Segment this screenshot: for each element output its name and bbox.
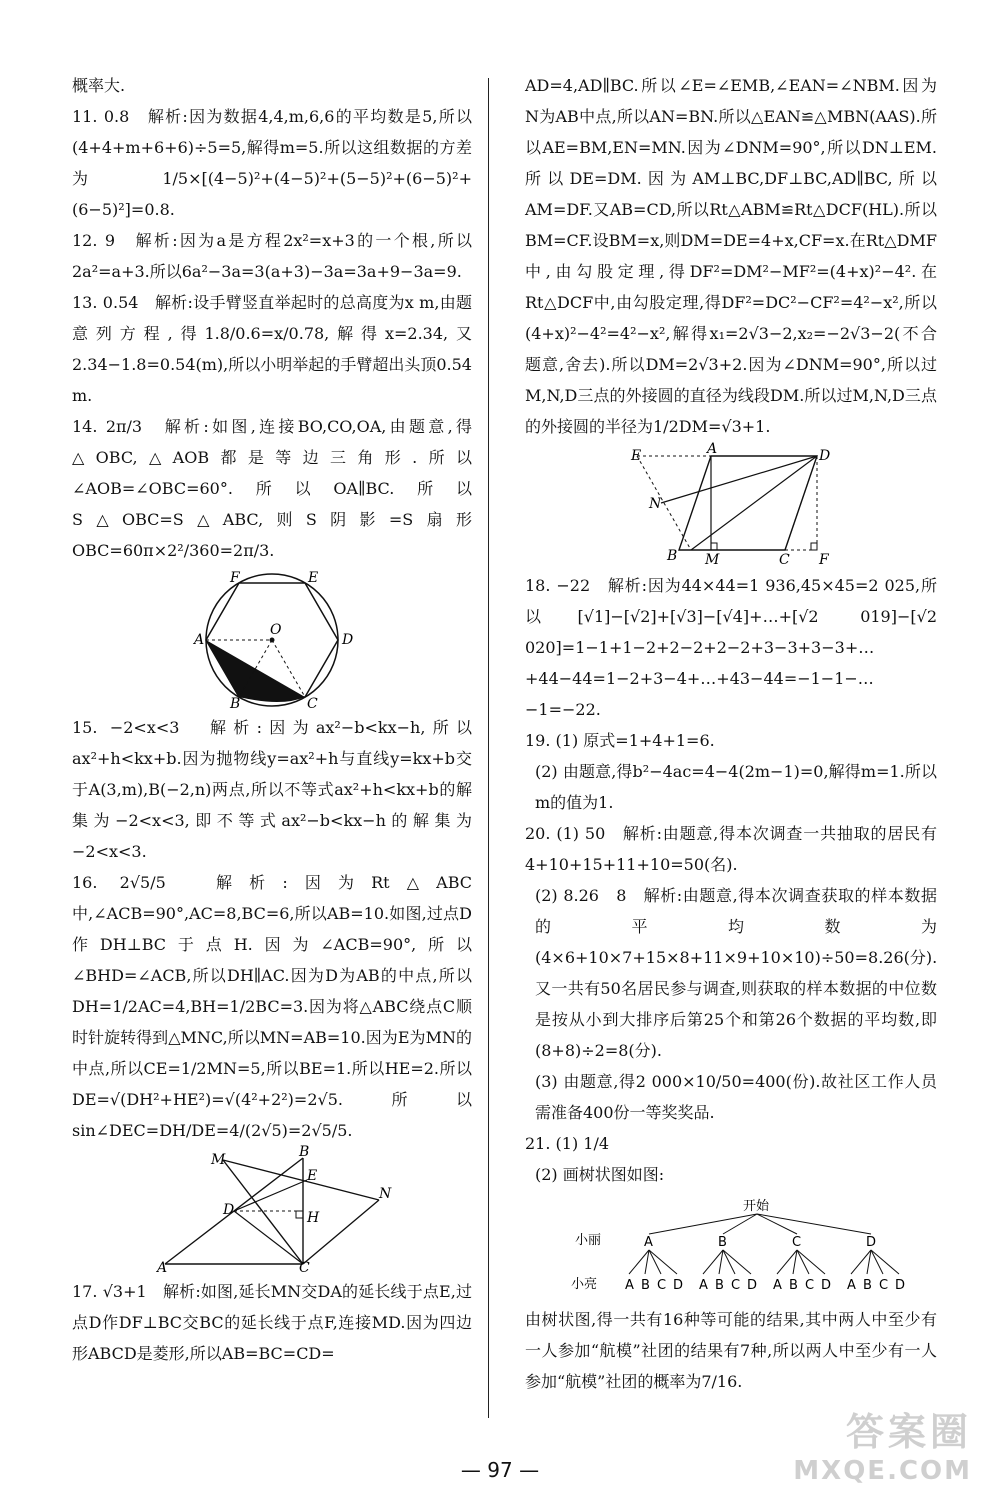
tree-branch [797,1250,825,1274]
label-N3: N [649,496,662,512]
tree-leaf-BC: C [731,1278,741,1293]
answer-17-cont: AD=4,AD∥BC.所以∠E=∠EMB,∠EAN=∠NBM.因为N为AB中点,所以AN=BN.所以△EAN≌△MBN(AAS).所以AE=BM,EN=MN.因为∠DNM=90°,所以DN⊥EM.所以DE=DM.因为AM⊥BC,DF⊥BC,AD∥BC,所以AM=DF.又AB=CD,所以Rt△ABM≌Rt△DCF(HL).所以BM=CF.设BM=x,则DM=DE=4+x,CF=x.在Rt△DMF中,由勾股定理,得DF²=DM²−MF²=(4+x)²−4².在Rt△DCF中,由勾股定理,得DF²=DC²−CF²=4²−x²,所以(4+x)²−4²=4²−x²,解得x₁=2√3−2,x₂=−2√3−2(不合题意,舍去).所以DM=2√3+2.因为∠DNM=90°,所以过M,N,D三点的外接圆的直径为线段DM.所以过M,N,D三点的外接圆的半径为1/2DM=√3+1. [525,76,937,436]
tree-leaf-CB: B [789,1278,798,1293]
tree-node-B: B [718,1235,727,1250]
label-F3: F [819,552,829,568]
label-H2: H [307,1210,320,1226]
tree-leaf-AD: D [673,1278,684,1293]
answer-15: 15. −2<x<3 解析:因为ax²−b<kx−h,所以ax²+h<kx+b.因为抛物线y=ax²+h与直线y=kx+b交于A(3,m),B(−2,n)两点,所以不等式ax²+h<kx+b的解集为−2<x<3,即不等式ax²−b<kx−h的解集为−2<x<3. [72,718,472,861]
answer-19-1: 19. (1) 原式=1+4+1=6. [525,731,715,750]
tree-leaf-CC: C [805,1278,815,1293]
answer-14: 14. 2π/3 解析:如图,连接BO,CO,OA,由题意,得△OBC,△AOB都是等边三角形.所以∠AOB=∠OBC=60°.所以OA∥BC.所以S△OBC=S△ABC,则S阴影=S扇形OBC=60π×2²/360=2π/3. [72,417,472,560]
label-B2: B [299,1144,310,1160]
tree-branch [871,1250,899,1274]
answer-18: 18. −22 解析:因为44×44=1 936,45×45=2 025,所以[√1]−[√2]+[√3]−[√4]+…+[√2 019]−[√2 020]=1−1+1−2+2−2+2−2+3−3+3−3+…+44−44=1−2+3−4+…+43−44=−1−1−…−1=−22. [525,576,937,719]
answer-17: 17. √3+1 解析:如图,延长MN交DA的延长线于点E,过点D作DF⊥BC交BC的延长线于点F,连接MD.因为四边形ABCD是菱形,所以AB=BC=CD= [72,1282,472,1363]
label-A2: A [157,1260,168,1276]
label-M3: M [705,552,720,568]
watermark-logo-text: 答案圈 [845,1410,972,1454]
answer-20-2: (2) 8.26 8 解析:由题意,得本次调查获取的样本数据的平均数为(4×6+10×7+15×8+11×9+10×10)÷50=8.26(分).又一共有50名居民参与调查,则获取的样本数据的中位数是按从小到大排序后第25个和第26个数据的平均数,即(8+8)÷2=8(分). [535,886,938,1060]
tree-leaf-AC: C [657,1278,667,1293]
tree-node-D: D [866,1235,877,1250]
label-N2: N [379,1186,392,1202]
tree-leaf-BB: B [715,1278,724,1293]
tree-leaf-DD: D [895,1278,906,1293]
label-O: O [270,622,282,638]
tree-branch [723,1250,751,1274]
tree-leaf-CA: A [773,1278,782,1293]
label-A: A [194,632,205,648]
answer-19-2: (2) 由题意,得b²−4ac=4−4(2m−1)=0,解得m=1.所以m的值为1. [535,762,937,812]
tree-leaf-AB: B [641,1278,650,1293]
tree-node-C: C [792,1235,802,1250]
answer-21-1: 21. (1) 1/4 [525,1134,610,1153]
text-p0: 概率大. [72,76,126,95]
answer-20-1: 20. (1) 50 解析:由题意,得本次调查一共抽取的居民有4+10+15+11+10=50(名). [525,824,937,874]
label-D3: D [819,448,831,464]
answer-16: 16. 2√5/5 解析:因为Rt△ABC中,∠ACB=90°,AC=8,BC=6,所以AB=10.如图,过点D作DH⊥BC于点H.因为∠ACB=90°,所以∠BHD=∠ACB,所以DH∥AC.因为D为AB的中点,所以DH=1/2AC=4,BH=1/2BC=3.因为将△ABC绕点C顺时针旋转得到△MNC,所以MN=AB=10.因为E为MN的中点,所以CE=1/2MN=5,所以BE=1.所以HE=2.所以DE=√(DH²+HE²)=√(4²+2²)=2√5.所以sin∠DEC=DH/DE=4/(2√5)=2√5/5. [72,873,472,1140]
tree-leaf-BA: A [699,1278,708,1293]
page-number: — 97 — [460,1458,540,1482]
tree-leaf-DA: A [847,1278,856,1293]
left-column [72,70,472,1369]
label-M: M [211,1152,226,1168]
tree-nodes [625,1235,905,1293]
label-A3: A [707,441,718,457]
answer-21-2: (2) 画树状图如图: [535,1165,665,1184]
tree-branch [797,1250,809,1274]
tree-leaf-BD: D [747,1278,758,1293]
figure-17-rhombus [631,441,831,568]
tree-leaf-DB: B [863,1278,872,1293]
label-E: E [308,570,319,586]
tree-diagram [561,1196,906,1300]
tree-leaf-DC: C [879,1278,889,1293]
label-B: B [230,696,241,712]
label-D: D [342,632,354,648]
label-E2: E [307,1168,318,1184]
answer-20-3: (3) 由题意,得2 000×10/50=400(份).故社区工作人员需准备400份一等奖奖品. [535,1072,937,1122]
tree-row1-label: 小丽 [575,1233,602,1248]
tree-branch [649,1250,661,1274]
tree-row2-label: 小亮 [571,1277,598,1292]
answer-13: 13. 0.54 解析:设手臂竖直举起时的总高度为x m,由题意列方程,得1.8/0.6=x/0.78,解得x=2.34,又2.34−1.8=0.54(m),所以小明举起的手臂超出头顶0.54 m. [72,293,472,405]
tree-branch [871,1250,883,1274]
label-C: C [307,696,318,712]
answer-21-3: 由树状图,得一共有16种等可能的结果,其中两人中至少有一人参加“航模”社团的结果有7种,所以两人中至少有一人参加“航模”社团的概率为7/16. [525,1310,937,1391]
answer-11: 11. 0.8 解析:因为数据4,4,m,6,6的平均数是5,所以(4+4+m+6+6)÷5=5,解得m=5.所以这组数据的方差为1/5×[(4−5)²+(4−5)²+(5−5)²+(6−5)²+(6−5)²]=0.8. [72,107,472,219]
tree-root: 开始 [743,1199,770,1214]
tree-leaf-CD: D [821,1278,832,1293]
figure-14-hexagon [172,570,372,712]
label-E3: E [631,448,642,464]
column-divider [488,78,489,1418]
label-D2: D [223,1202,235,1218]
answer-12: 12. 9 解析:因为a是方程2x²=x+3的一个根,所以2a²=a+3.所以6a²−3a=3(a+3)−3a=3a+9−3a=9. [72,231,472,281]
label-C2: C [299,1260,310,1276]
figure-16-rotation [157,1144,392,1276]
watermark-url: MXQE.COM [793,1456,972,1486]
right-column [525,70,937,1397]
label-C3: C [779,552,790,568]
tree-node-A: A [644,1235,653,1250]
watermark [793,1401,972,1486]
tree-branch [723,1250,735,1274]
label-F: F [230,570,240,586]
tree-leaf-AA: A [625,1278,634,1293]
tree-branch [649,1250,677,1274]
label-B3: B [667,548,678,564]
